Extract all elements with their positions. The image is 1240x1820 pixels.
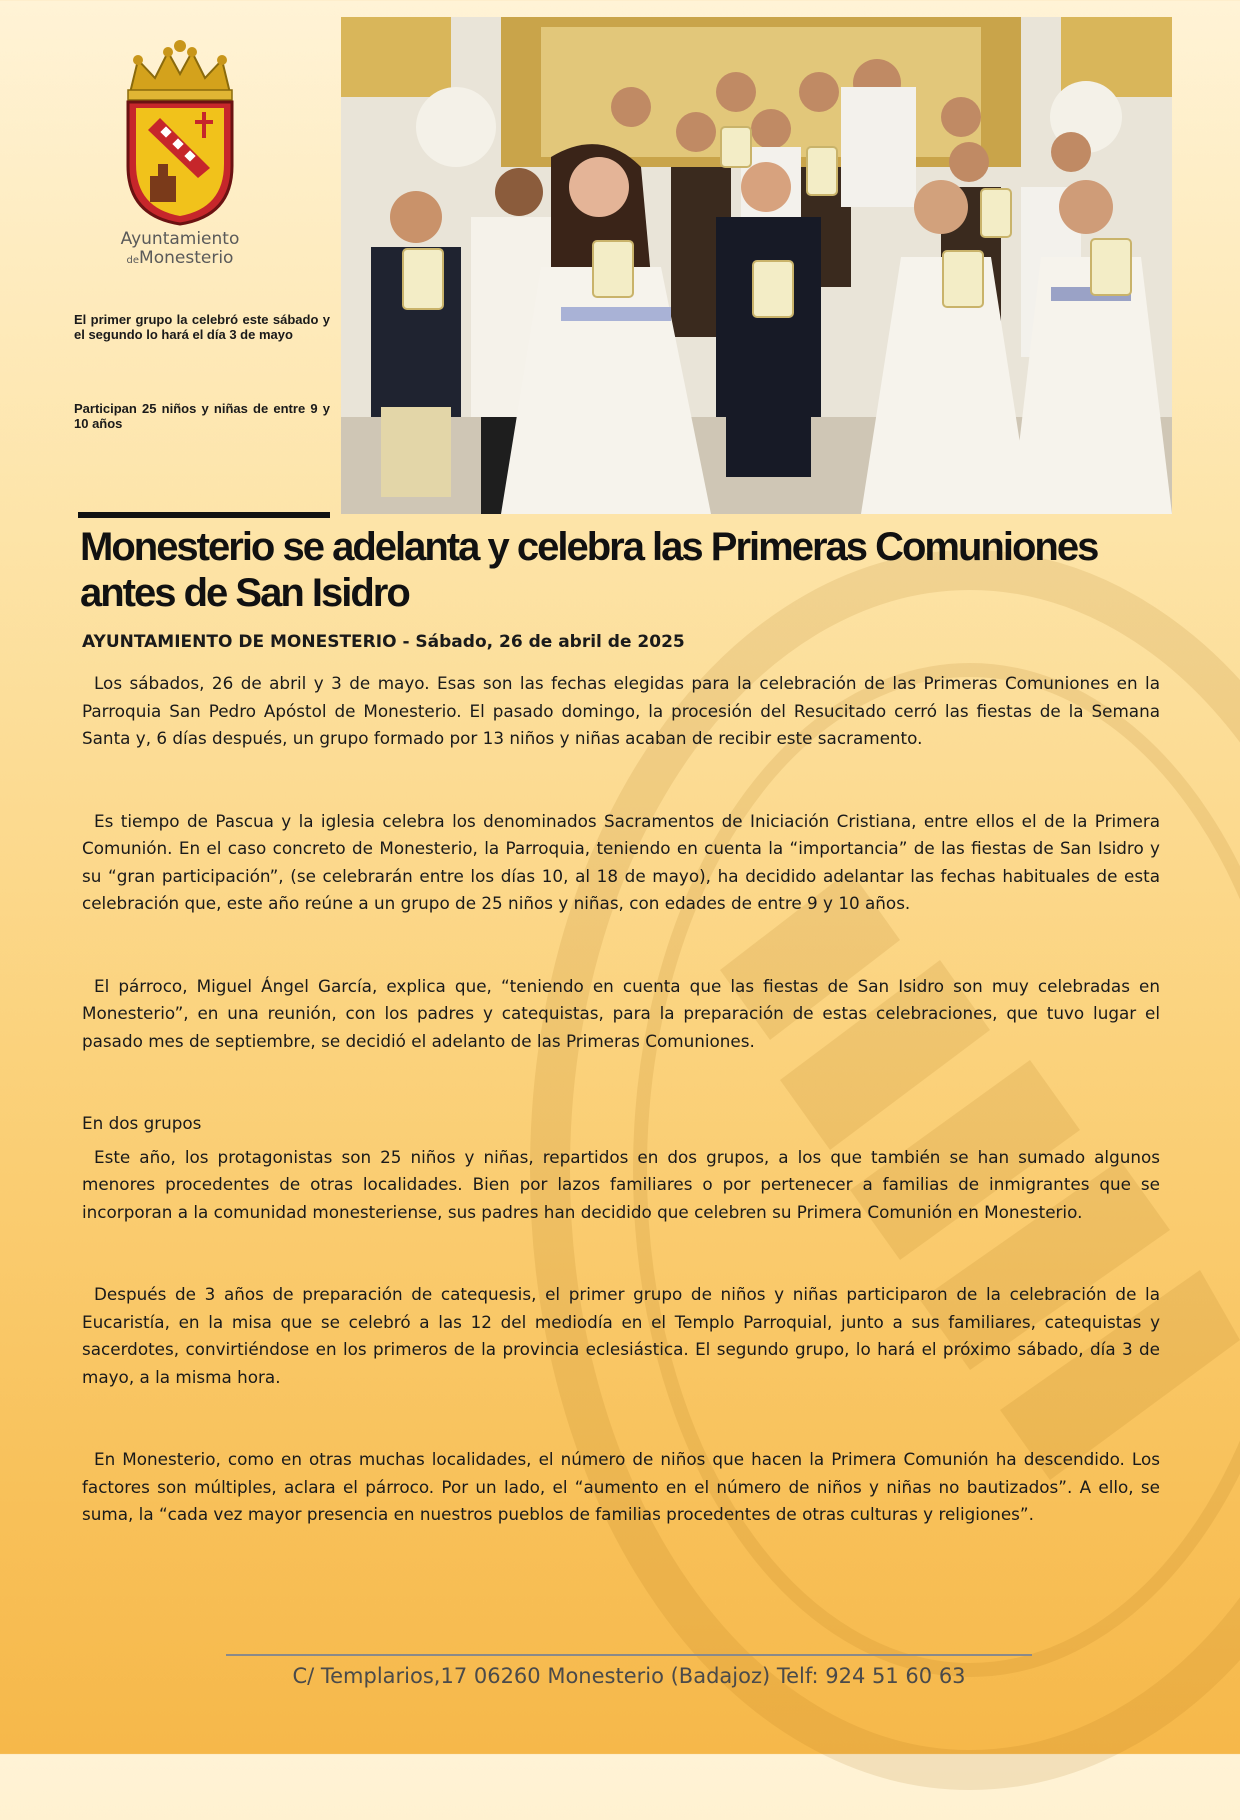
- logo-de: de: [126, 255, 140, 266]
- logo-line2: Monesterio: [139, 248, 234, 268]
- headline-rule: [78, 512, 330, 518]
- side-note-participants: Participan 25 niños y niñas de entre 9 y 10 años: [74, 401, 330, 431]
- paragraph-5: Después de 3 años de preparación de catequesis, el primer grupo de niños y niñas participaron de la celebración de la Eucaristía, en la misa que se celebró a las 12 del mediodía en el Templo Parroquial, junto a sus familiares, catequistas y sacerdotes, convirtiéndose en los primeros de la provincia eclesiástica. El segundo grupo, lo hará el próximo sábado, día 3 de mayo, a la misma hora.: [82, 1284, 1160, 1387]
- council-logo: [100, 38, 260, 270]
- footer-address: C/ Templarios,17 06260 Monesterio (Badajoz) Telf: 924 51 60 63: [292, 1664, 966, 1688]
- paragraph-1: Los sábados, 26 de abril y 3 de mayo. Esas son las fechas elegidas para la celebración de las Primeras Comuniones en la Parroquia San Pedro Apóstol de Monesterio. El pasado domingo, la procesión del Resucitado cerró las fiestas de la Semana Santa y, 6 días después, un grupo formado por 13 niños y niñas acaban de recibir este sacramento.: [82, 673, 1160, 748]
- article-body: [82, 670, 1160, 1584]
- communion-group-photo: [341, 17, 1172, 514]
- byline: AYUNTAMIENTO DE MONESTERIO - Sábado, 26 de abril de 2025: [82, 632, 685, 652]
- paragraph-2: Es tiempo de Pascua y la iglesia celebra los denominados Sacramentos de Iniciación Cristiana, entre ellos el de la Primera Comunión. En el caso concreto de Monesterio, la Parroquia, teniendo en cuenta la “importancia” de las fiestas de San Isidro y su “gran participación”, (se celebrarán entre los días 10, al 18 de mayo), ha decidido adelantar las fechas habituales de esta celebración que, este año reúne a un grupo de 25 niños y niñas, con edades de entre 9 y 10 años.: [82, 810, 1160, 913]
- paragraph-4: Este año, los protagonistas son 25 niños y niñas, repartidos en dos grupos, a los que también se han sumado algunos menores procedentes de otras localidades. Bien por lazos familiares o por pertenecer a familias de inmigrantes que se incorporan a la comunidad monesteriense, sus padres han decidido que celebren su Primera Comunión en Monesterio.: [82, 1146, 1160, 1222]
- paragraph-6: En Monesterio, como en otras muchas localidades, el número de niños que hacen la Primera Comunión ha descendido. Los factores son múltiples, aclara el párroco. Por un lado, el “aumento en el número de niños y niñas no bautizados”. A ello, se suma, la “cada vez mayor presencia en nuestros pueblos de familias procedentes de otras culturas y religiones”.: [82, 1449, 1160, 1524]
- coat-of-arms-icon: [110, 38, 250, 228]
- logo-line1: Ayuntamiento: [120, 229, 240, 249]
- headline: Monesterio se adelanta y celebra las Primeras Comuniones antes de San Isidro: [80, 525, 1098, 615]
- side-note-first-group: El primer grupo la celebró este sábado y el segundo lo hará el día 3 de mayo: [74, 312, 330, 342]
- paragraph-3: El párroco, Miguel Ángel García, explica que, “teniendo en cuenta que las fiestas de San Isidro son muy celebradas en Monesterio”, en una reunión, con los padres y catequistas, para la preparación de estas celebraciones, que tuvo lugar el pasado mes de septiembre, se decidió el adelanto de las Primeras Comuniones.: [82, 975, 1160, 1051]
- subheading-dos-grupos: En dos grupos: [82, 1113, 202, 1133]
- footer-rule: [226, 1654, 1032, 1656]
